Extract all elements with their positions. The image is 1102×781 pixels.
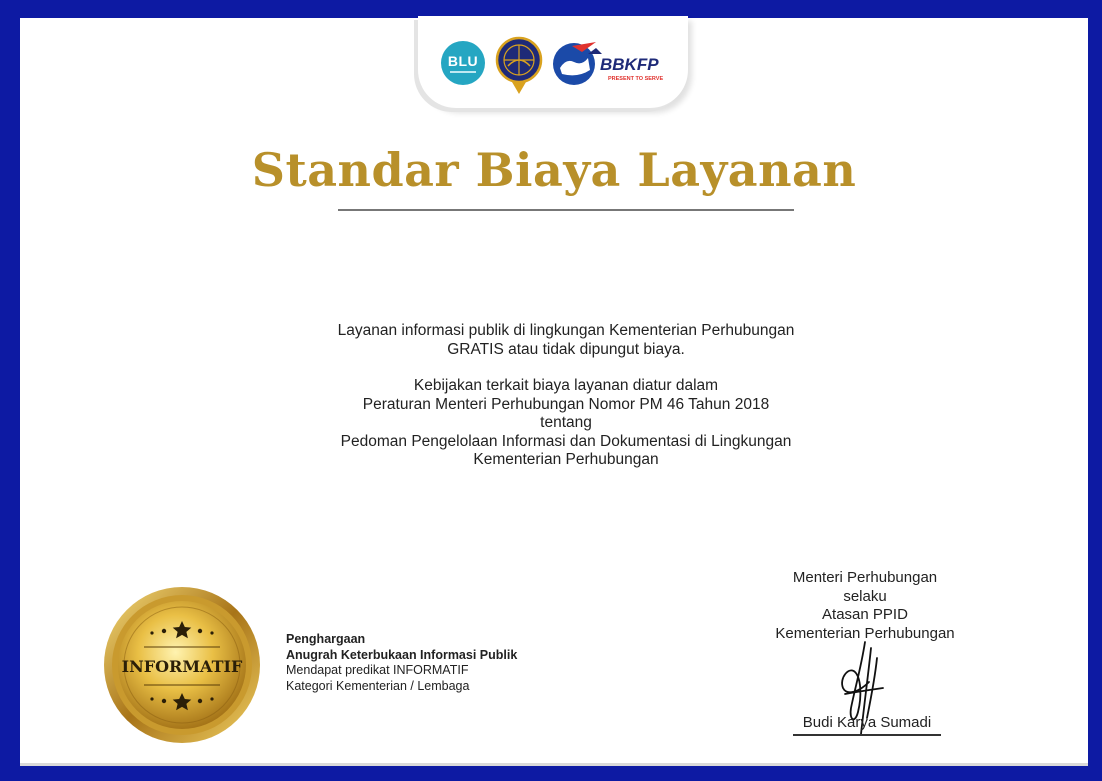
page-title: Standar Biaya Layanan <box>251 143 857 197</box>
minister-block <box>745 569 985 643</box>
blu-logo-text: BLU <box>447 52 479 69</box>
title-divider <box>338 209 794 211</box>
blu-logo <box>441 41 485 85</box>
award-info <box>286 632 517 694</box>
body-line: Pedoman Pengelolaan Informasi dan Dokumentasi di Lingkungan <box>340 432 792 450</box>
bbkfp-logo-text: BBKFP <box>600 55 659 74</box>
certificate-card <box>20 18 1088 766</box>
paragraph-free-service <box>20 322 1102 359</box>
minister-line: Menteri Perhubungan <box>792 569 938 586</box>
kemenhub-emblem-icon <box>494 36 544 96</box>
bbkfp-logo <box>552 40 680 88</box>
body-line: Kebijakan terkait biaya layanan diatur dalam <box>413 377 719 394</box>
body-line: Peraturan Menteri Perhubungan Nomor PM 46 Tahun 2018 <box>362 395 770 413</box>
body-text <box>20 322 1102 470</box>
minister-line: selaku <box>843 587 887 605</box>
minister-line: Kementerian Perhubungan <box>775 624 955 642</box>
minister-line: Atasan PPID <box>822 606 908 623</box>
award-category: Kategori Kementerian / Lembaga <box>286 678 470 693</box>
body-line: GRATIS atau tidak dipungut biaya. <box>447 340 685 358</box>
body-line: Kementerian Perhubungan <box>473 451 659 468</box>
signer-name: Budi Karya Sumadi <box>793 714 941 736</box>
medal-label: INFORMATIF <box>121 657 243 676</box>
award-predicate: Mendapat predikat INFORMATIF <box>286 663 469 677</box>
informatif-medal-icon <box>102 585 262 745</box>
body-line: Layanan informasi publik di lingkungan Kementerian Perhubungan <box>337 322 795 339</box>
award-heading: Penghargaan <box>286 632 366 646</box>
award-name: Anugrah Keterbukaan Informasi Publik <box>286 647 518 662</box>
body-line: tentang <box>540 414 592 431</box>
paragraph-regulation <box>20 377 1102 470</box>
logo-strip <box>418 16 688 108</box>
bbkfp-tagline: PRESENT TO SERVE <box>608 76 664 82</box>
